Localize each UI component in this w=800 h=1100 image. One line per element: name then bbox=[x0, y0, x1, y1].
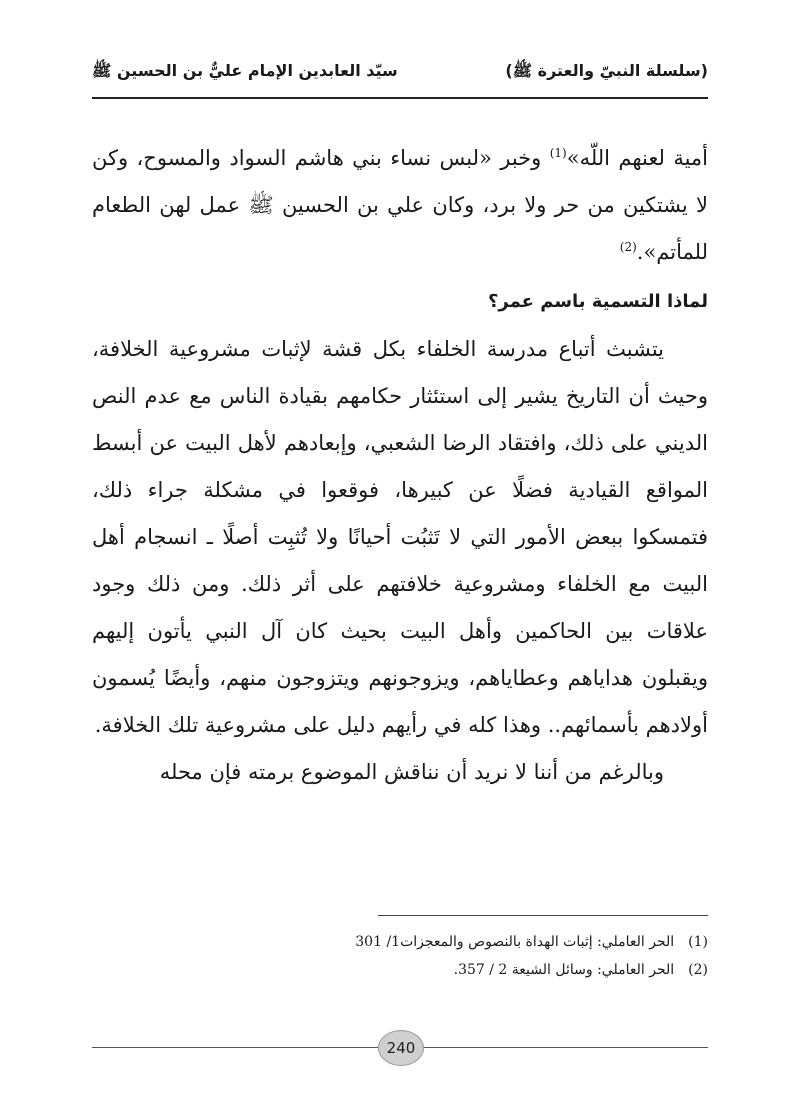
page-footer bbox=[92, 1030, 708, 1066]
paragraph-1 bbox=[92, 135, 708, 276]
paragraph-3: وبالرغم من أننا لا نريد أن نناقش الموضوع برمته فإن محله bbox=[159, 760, 664, 784]
footnote-text: الحر العاملي: وسائل الشيعة 2 / 357. bbox=[453, 962, 675, 978]
page-number: 240 bbox=[378, 1030, 424, 1066]
section-heading: لماذا التسمية باسم عمر؟ bbox=[487, 291, 708, 312]
paragraph-1-part-b: وخبر «لبس نساء بني هاشم السواد والمسوح، وكن لا يشتكين من حر ولا برد، وكان علي بن الحسين ﷺ عمل لهن الطعام للمأتم». bbox=[92, 146, 708, 264]
header-rule bbox=[92, 97, 708, 99]
footnotes bbox=[92, 928, 708, 984]
paragraph-2: يتشبث أتباع مدرسة الخلفاء بكل قشة لإثبات مشروعية الخلافة، وحيث أن التاريخ يشير إلى استئثار حكامهم بقيادة الناس مع عدم النص الديني على ذلك، وافتقاد الرضا الشعبي، وإبعادهم لأهل البيت عن أبسط المواقع القيادية فضلًا عن كبيرها، فوقعوا في مشكلة جراء ذلك، فتمسكوا ببعض الأمور التي لا تَثبُت أحيانًا ولا تُثبِت أصلًا ـ انسجام أهل البيت مع الخلفاء ومشروعية خلافتهم على أثر ذلك. ومن ذلك وجود علاقات بين الحاكمين وأهل البيت بحيث كان آل النبي يأتون إليهم ويقبلون هداياهم وعطاياهم، ويزوجونهم ويتزوجون منهم، وأيضًا يُسمون أولادهم بأسمائهم.. وهذا كله في رأيهم دليل على مشروعية تلك الخلافة. bbox=[92, 337, 708, 737]
footnote-number: (1) bbox=[688, 934, 708, 950]
book-title: سيّد العابدين الإمام عليٌّ بن الحسين ﷺ bbox=[92, 60, 398, 80]
footnote-ref-2: (2) bbox=[619, 240, 637, 254]
footnote-ref-1: (1) bbox=[549, 146, 567, 160]
footnote-text: الحر العاملي: إثبات الهداة بالنصوص والمعجزات1/ 301 bbox=[355, 934, 675, 950]
footnote-2 bbox=[92, 956, 708, 984]
footnote-number: (2) bbox=[688, 962, 708, 978]
series-title: (سلسلة النبيّ والعترة ﷺ) bbox=[505, 60, 708, 80]
footnote-1 bbox=[92, 928, 708, 956]
paragraph-1-part-a: أمية لعنهم اللّه» bbox=[566, 146, 708, 170]
footnote-rule bbox=[378, 915, 708, 916]
main-text bbox=[92, 135, 708, 796]
running-header bbox=[92, 52, 708, 92]
